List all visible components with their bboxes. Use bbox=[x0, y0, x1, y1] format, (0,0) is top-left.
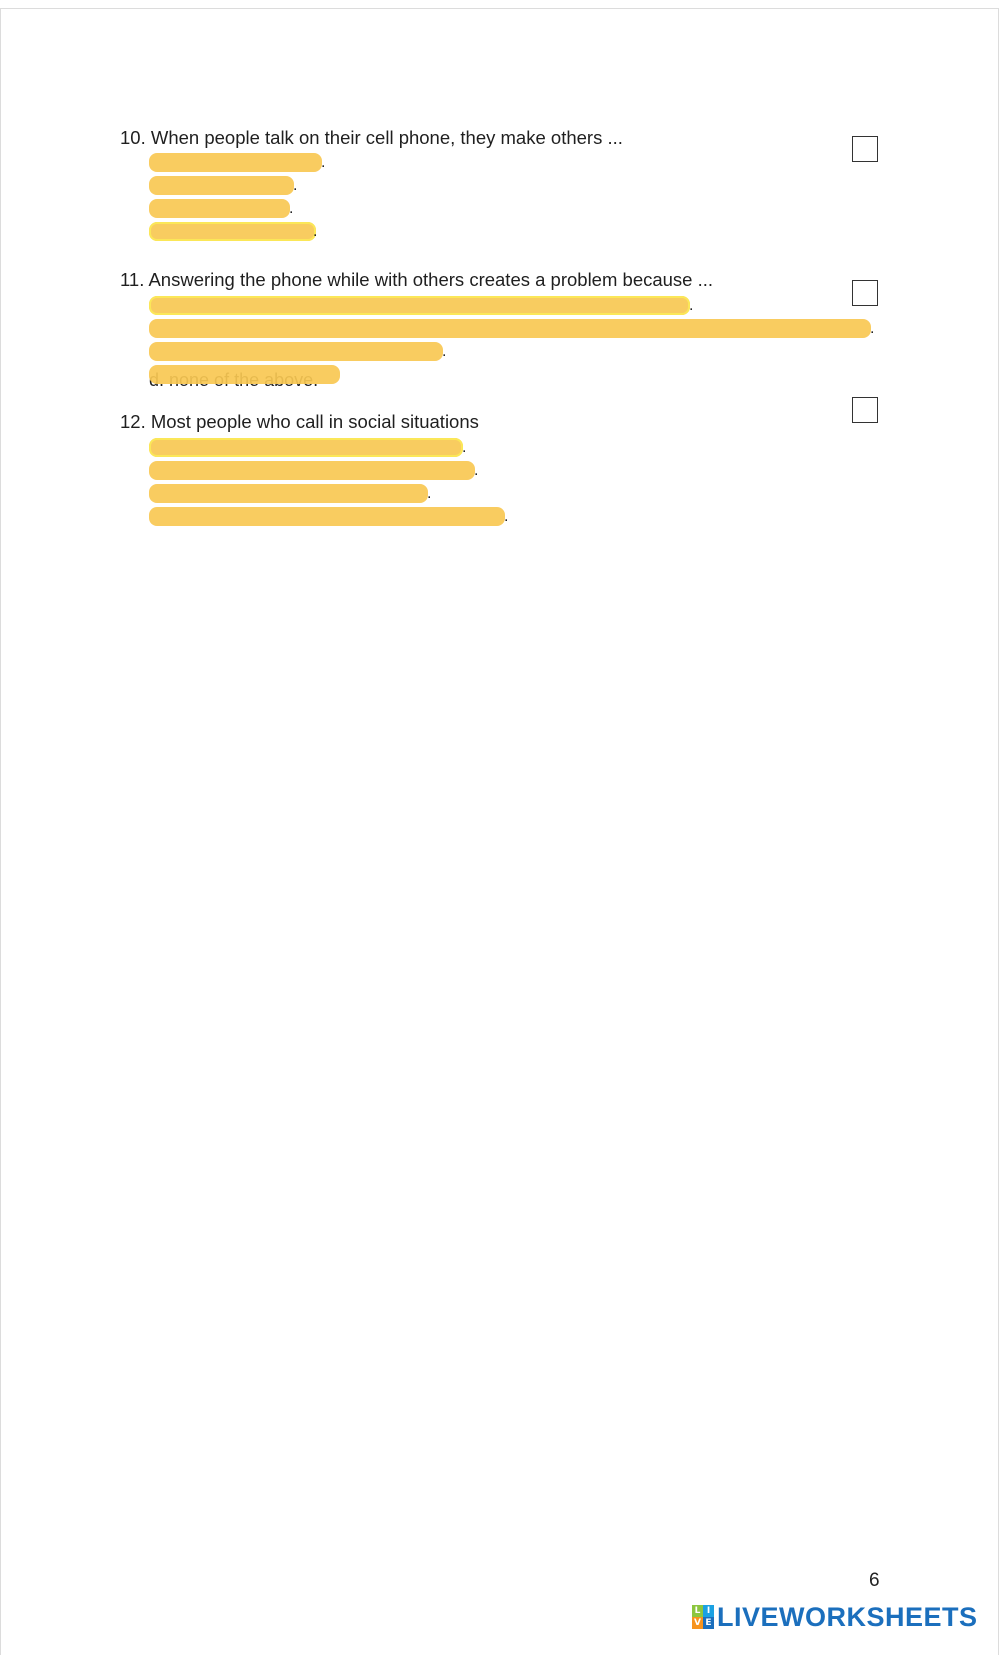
option-tail: . bbox=[313, 223, 318, 240]
option-highlight bbox=[149, 365, 340, 384]
question-12-text: 12. Most people who call in social situations bbox=[120, 411, 479, 432]
question-11-option-c[interactable] bbox=[149, 342, 449, 361]
question-11-text: 11. Answering the phone while with others creates a problem because ... bbox=[120, 269, 714, 290]
option-highlight bbox=[149, 484, 428, 503]
question-10-option-d[interactable] bbox=[149, 222, 319, 241]
option-tail: . bbox=[474, 462, 479, 479]
option-tail: . bbox=[289, 200, 294, 217]
option-tail: . bbox=[870, 320, 875, 337]
question-11-answer-box[interactable] bbox=[852, 280, 878, 306]
liveworksheets-logo-icon bbox=[692, 1605, 714, 1629]
question-10-text: 10. When people talk on their cell phone, they make others ... bbox=[120, 127, 623, 148]
question-12-option-c[interactable] bbox=[149, 484, 434, 503]
question-11-option-b[interactable] bbox=[149, 319, 874, 338]
option-highlight bbox=[149, 342, 443, 361]
logo-letter: L bbox=[692, 1605, 703, 1617]
liveworksheets-logo-text: LIVEWORKSHEETS bbox=[717, 1601, 978, 1632]
question-12-option-a[interactable] bbox=[149, 438, 469, 457]
option-highlight bbox=[149, 461, 475, 480]
question-10-option-a[interactable] bbox=[149, 153, 329, 172]
option-tail: . bbox=[689, 297, 694, 314]
question-12-option-d[interactable] bbox=[149, 507, 509, 526]
question-10-option-c[interactable] bbox=[149, 199, 299, 218]
question-11-option-d[interactable] bbox=[149, 365, 349, 387]
option-tail: . bbox=[504, 508, 509, 525]
option-highlight bbox=[149, 153, 322, 172]
question-11-option-a[interactable] bbox=[149, 296, 699, 315]
option-highlight bbox=[149, 222, 316, 241]
worksheet-page bbox=[0, 8, 999, 1655]
option-highlight bbox=[149, 507, 505, 526]
option-tail: . bbox=[427, 485, 432, 502]
option-highlight bbox=[149, 176, 294, 195]
option-tail: . bbox=[442, 343, 447, 360]
liveworksheets-logo[interactable] bbox=[692, 1600, 978, 1634]
option-tail: . bbox=[321, 154, 326, 171]
question-12-answer-box[interactable] bbox=[852, 397, 878, 423]
question-10-answer-box[interactable] bbox=[852, 136, 878, 162]
option-highlight bbox=[149, 296, 690, 315]
option-highlight bbox=[149, 199, 290, 218]
option-highlight bbox=[149, 319, 871, 338]
logo-letter: I bbox=[703, 1605, 714, 1617]
question-12-option-b[interactable] bbox=[149, 461, 479, 480]
option-highlight bbox=[149, 438, 463, 457]
option-tail: . bbox=[293, 177, 298, 194]
page-number: 6 bbox=[869, 1570, 880, 1591]
logo-letter: V bbox=[692, 1617, 703, 1629]
option-tail: . bbox=[462, 439, 467, 456]
question-10-option-b[interactable] bbox=[149, 176, 299, 195]
logo-letter: E bbox=[703, 1617, 714, 1629]
